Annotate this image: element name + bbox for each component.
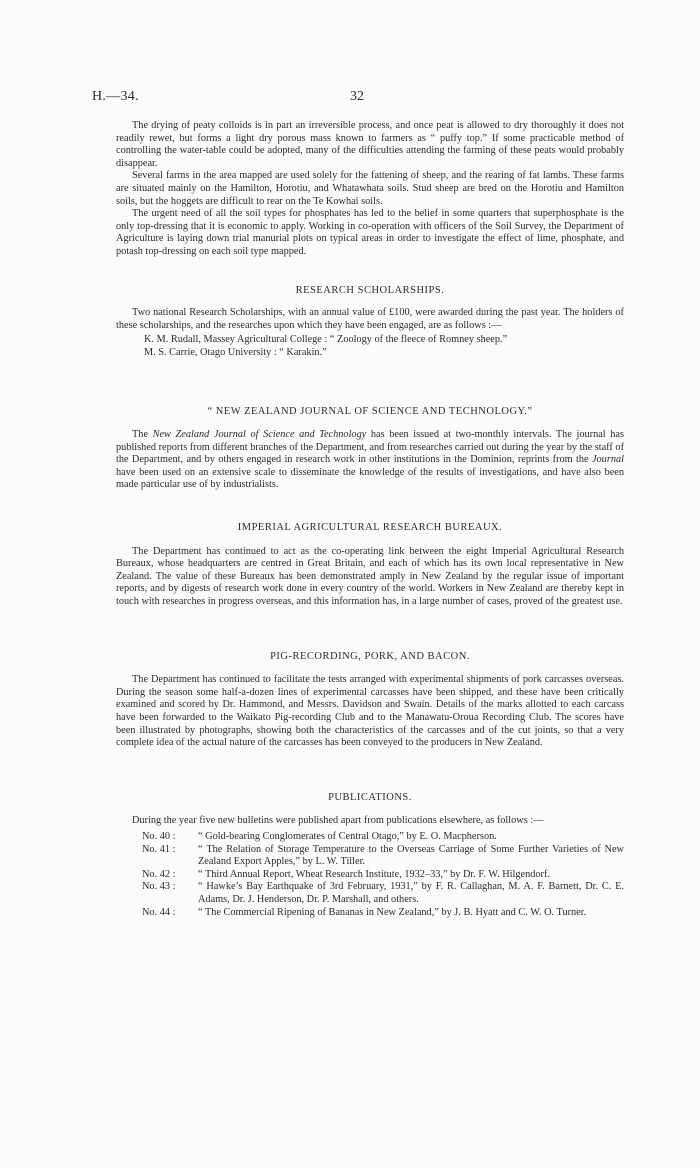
journal-short-title: Journal <box>591 454 624 466</box>
bulletin-number: No. 44 : <box>142 906 176 918</box>
publications-paragraph: During the year five new bulletins were published apart from publications elsewhere, as follows :— <box>132 815 544 827</box>
bulletin-title: “ Gold-bearing Conglomerates of Central Otago,” by E. O. Macpherson. <box>198 830 497 842</box>
list-item <box>116 907 624 920</box>
bulletin-title: “ Hawke’s Bay Earthquake of 3rd February, 1931,” by F. R. Callaghan, M. A. F. Barnett, Dr. C. E. Adams, Dr. J. Henderson, Dr. P. Marshall, and others. <box>198 881 624 905</box>
page-number: 32 <box>350 89 364 104</box>
list-item <box>116 881 624 906</box>
list-item <box>116 869 624 882</box>
research-scholarships-paragraph: Two national Research Scholarships, with an annual value of £100, were awarded during the past year. The holders of these scholarships, and the researches upon which they have been engaged, are as follows :— <box>116 307 624 331</box>
pig-recording-paragraph: The Department has continued to facilitate the tests arranged with experimental shipments of pork carcasses overseas. During the season some half-a-dozen lines of experimental carcasses have been shipped, and these have been critically examined and scored by Dr. Hammond, and Messrs. Davidson and Swain. Details of the marks allotted to each carcass have been forwarded to the Waikato Pig-recording Club and to the Manawatu-Oroua Recording Club. The scores have been illustrated by photographs, showing both the characteristics of the carcasses and of the cut joints, so that a very complete idea of the actual nature of the carcasses has been conveyed to the producers in New Zealand. <box>116 674 624 749</box>
bulletin-number: No. 41 : <box>142 843 176 855</box>
bulletin-title: “ The Relation of Storage Temperature to the Overseas Carriage of Some Further Varieties of New Zealand Export Apples,” by L. W. Tiller. <box>198 843 624 868</box>
report-reference: H.—34. <box>92 89 139 104</box>
pig-recording-heading: PIG-RECORDING, PORK, AND BACON. <box>270 650 470 662</box>
bulletin-title: “ The Commercial Ripening of Bananas in New Zealand,” by J. B. Hyatt and C. W. O. Turner. <box>198 906 587 918</box>
publications-heading: PUBLICATIONS. <box>328 791 412 803</box>
scholarship-holders-list <box>116 334 624 359</box>
peat-paragraph-2: Several farms in the area mapped are used solely for the fattening of sheep, and the rearing of fat lambs. These farms are situated mainly on the Hamilton, Horotiu, and Whatawhata soils. Stud sheep are bred on the Horotiu and Hamilton soils, but the hoggets are difficult to rear on the Te Kowhai soils. <box>116 170 624 207</box>
bulletin-number: No. 40 : <box>142 830 176 842</box>
bureaux-heading: IMPERIAL AGRICULTURAL RESEARCH BUREAUX. <box>237 522 503 534</box>
list-item <box>116 831 624 844</box>
bulletin-number: No. 42 : <box>142 868 176 880</box>
research-scholarships-heading: RESEARCH SCHOLARSHIPS. <box>295 284 445 296</box>
peat-paragraph-1: The drying of peaty colloids is in part an irreversible process, and once peat is allowed to dry thoroughly it does not readily rewet, but forms a light dry porous mass known to farmers as “ puffy top.” If some practicable method of controlling the water-table could be adopted, many of the difficulties attending the farming of these peats would probably disappear. <box>116 120 624 169</box>
journal-heading: “ NEW ZEALAND JOURNAL OF SCIENCE AND TECHNOLOGY.” <box>207 405 533 417</box>
scholarship-holder: M. S. Carrie, Otago University : “ Karakin.” <box>144 346 327 358</box>
journal-title: New Zealand Journal of Science and Technology <box>152 429 367 441</box>
list-item <box>116 844 624 869</box>
scholarship-holder: K. M. Rudall, Massey Agricultural College : “ Zoology of the fleece of Romney sheep.” <box>144 334 508 346</box>
bulletin-number: No. 43 : <box>142 881 176 893</box>
page-header <box>92 89 622 109</box>
bureaux-paragraph: The Department has continued to act as the co-operating link between the eight Imperial Agricultural Research Bureaux, whose headquarters are centred in Great Britain, and each of which has its own local representative in New Zealand. The value of these Bureaux has been demonstrated amply in New Zealand by the regular issue of important reports, and by digests of research work done in every country of the world. Workers in New Zealand are thereby kept in touch with researches in progress overseas, and this information has, in a large number of cases, proved of the greatest use. <box>116 545 624 608</box>
bulletin-title: “ Third Annual Report, Wheat Research Institute, 1932–33,” by Dr. F. W. Hilgendorf. <box>198 868 550 880</box>
bulletin-list <box>116 831 624 919</box>
page-body <box>116 120 624 919</box>
journal-paragraph: The New Zealand Journal of Science and Technology has been issued at two-monthly intervals. The journal has published reports from different branches of the Department, and from researches carried out during the year by the staff of the Department, and by others engaged in research work in other institutions in the Dominion, reprints from the Journal have been used on an extensive scale to disseminate the knowledge of the results of investigations, and have also been made particular use of by industrialists. <box>116 429 624 491</box>
peat-paragraph-3: The urgent need of all the soil types for phosphates has led to the belief in some quarters that superphosphate is the only top-dressing that it is economic to apply. Working in co-operation with officers of the Soil Survey, the Department of Agriculture is laying down trial manurial plots on typical areas in order to investigate the effect of lime, phosphate, and potash top-dressing on each soil type mapped. <box>116 208 624 257</box>
